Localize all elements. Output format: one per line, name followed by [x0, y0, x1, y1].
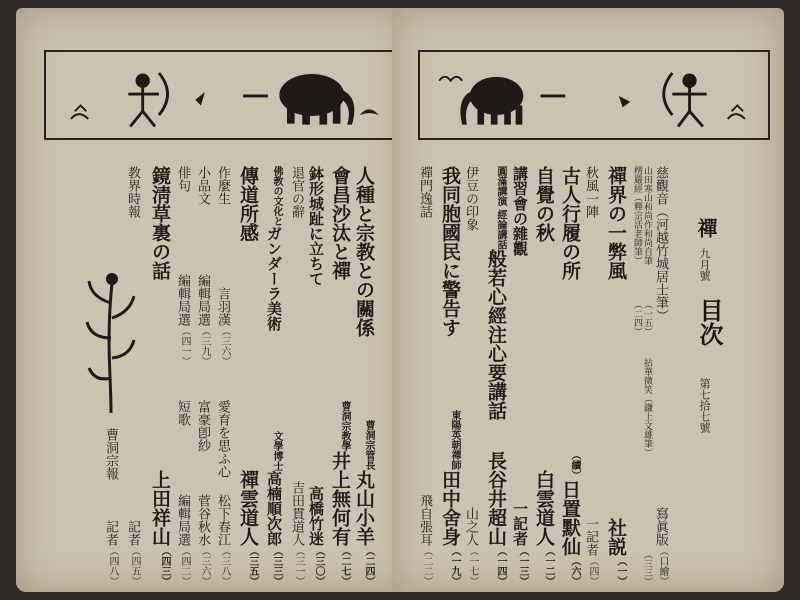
entry-author: 菅谷秋水: [195, 494, 210, 546]
entry-page: （一三）: [517, 546, 528, 586]
entry-author: 飛自張耳: [417, 494, 432, 546]
entry-author: 編輯局選: [195, 274, 210, 326]
entry-author: 一記者: [511, 501, 529, 546]
toc-entry: [126, 166, 139, 586]
elephant-icon: [279, 74, 354, 125]
entry-author: 長谷井超山: [485, 451, 507, 546]
entry-prefix: 圓滿講演 經論講話: [495, 166, 506, 250]
entry-title: 短歌: [175, 400, 190, 426]
entry-title: 富豪卽紗: [195, 400, 210, 452]
entry-title: 曹洞宗報: [103, 428, 118, 480]
entry-title: 教界時報: [125, 166, 140, 218]
entry-page: （一二）: [543, 546, 554, 586]
toc-entry: [464, 166, 477, 586]
entry-title: 伊豆の印象: [463, 166, 478, 231]
entry-page: （二七）: [339, 546, 350, 586]
entry-page: （二四）: [632, 300, 642, 336]
toc-entry: [606, 166, 625, 586]
elephant-icon: [460, 77, 523, 125]
entry-subtitle: 文學博士: [271, 431, 282, 471]
toc-entry: [308, 166, 323, 586]
entry-author: 編輯局選: [175, 274, 190, 326]
entry-page: （三九）: [199, 326, 210, 366]
entry-page: （一五）: [642, 300, 652, 336]
toc-entry: [486, 166, 505, 586]
entry-author: 一記者: [583, 517, 598, 556]
entry-subtitle: 東陽英朝禪師: [449, 410, 460, 470]
entry-page: （四一）: [179, 326, 190, 366]
toc-entry: [330, 166, 349, 586]
entry-prefix: 佛教の文化と: [271, 166, 282, 226]
entry-page: （四）: [587, 556, 598, 586]
archer-icon: [664, 73, 707, 127]
entry-page: （一九）: [449, 546, 460, 586]
entry-title: 般若心經注心要講話: [485, 249, 507, 421]
entry-title: 會昌沙汰と禪: [329, 166, 351, 280]
entry-title: 楞嚴經（釋宗活老師筆）: [632, 166, 642, 265]
entry-page: （二二）: [421, 546, 432, 586]
left-page: [16, 8, 408, 592]
entry-author: 言羽漢: [215, 287, 230, 326]
entry-title: 愛育を思ふ心: [215, 400, 230, 478]
entry-author: 禪雲道人: [237, 470, 259, 546]
illustration-entry: [632, 166, 641, 336]
entry-author: 吉田貫道人: [289, 481, 304, 546]
entry-subtitle: （續）: [569, 450, 580, 480]
toc-entry: [534, 166, 553, 586]
entry-page: （二四）: [363, 546, 374, 586]
toc-entry: [196, 400, 209, 586]
archer-icon: [128, 73, 167, 127]
entry-subtitle: 曹洞宗管長: [363, 420, 374, 470]
entry-title: 鏡淸草裏の話: [149, 166, 171, 280]
bird-icon: [619, 96, 630, 107]
toc-entry: [176, 166, 189, 366]
banner-illustration: [420, 52, 768, 138]
entry-title: 退官の辭: [289, 166, 304, 218]
issue-number: 第七拾七號: [698, 378, 711, 433]
toc-entry: [440, 166, 459, 586]
entry-author: 井上無何有: [329, 451, 351, 546]
bird-icon: [439, 77, 462, 81]
entry-page: （口繪）: [657, 546, 668, 586]
entry-author: 寫眞版: [653, 507, 668, 546]
entry-page: （六）: [569, 556, 580, 586]
entry-title: 我同胞國民に警告す: [439, 166, 461, 337]
toc-entry: [512, 166, 527, 586]
entry-title: 古人行履の所: [559, 166, 581, 280]
entry-page: （三八）: [219, 546, 230, 586]
entry-title: 禪門逸話: [417, 166, 432, 218]
banner-illustration: [46, 52, 398, 138]
toc-entry: [560, 166, 579, 586]
entry-author: 高楠順次郎: [265, 471, 283, 546]
toc-entry: [418, 166, 431, 586]
entry-title: 山田寒山和尚作和尚自筆: [642, 166, 652, 265]
entry-author: 記者: [125, 520, 140, 546]
toc-entry: [354, 166, 373, 586]
entry-author: 高橋竹迷: [307, 486, 325, 546]
entry-title: 俳句: [175, 166, 190, 192]
entry-page: （一四）: [495, 546, 506, 586]
toc-entry: [238, 166, 257, 586]
toc-entry: [104, 428, 117, 586]
entry-author: 松下春江: [215, 494, 230, 546]
entry-page: （三三）: [271, 546, 282, 586]
entry-title: 講習會の雜觀: [511, 166, 529, 256]
entry-title: 鉢形城趾に立ちて: [307, 166, 325, 286]
entry-author: 社説: [605, 518, 627, 556]
entry-author: 編輯局選: [175, 494, 190, 546]
toc-entry: [266, 166, 281, 586]
entry-page: （三五）: [247, 546, 258, 586]
entry-author: 記者: [103, 520, 118, 546]
right-page: [392, 8, 784, 592]
entry-author: 丸山小羊: [353, 470, 375, 546]
toc-entry: [196, 166, 209, 366]
entry-page: （三六）: [219, 326, 230, 366]
bird-icon: [195, 92, 205, 105]
entry-page: （一七）: [467, 546, 478, 586]
entry-title: 傳道所感: [237, 166, 259, 242]
left-banner: [44, 50, 400, 140]
toc-entry: [216, 166, 229, 366]
toc-entry: [150, 166, 169, 586]
entry-title: 慈觀音（河越竹城居士筆）: [653, 166, 668, 322]
toc-entry: [176, 400, 189, 586]
frontispiece-entry: [654, 166, 667, 586]
bird-icon: [360, 109, 379, 115]
entry-author: 日置默仙: [559, 480, 581, 556]
entry-title: 秋風一陣: [583, 166, 598, 218]
entry-author: 白雲道人: [533, 470, 555, 546]
entry-title: ガンダーラ美術: [265, 226, 283, 331]
entry-title: 拈華微笑（鎌上文雄筆）: [642, 358, 652, 457]
toc-entry: [216, 400, 229, 586]
entry-title: 禪界の一弊風: [605, 166, 627, 280]
illustration-entry: [642, 166, 651, 336]
magazine-name: 禪: [694, 218, 718, 238]
entry-page: （三〇）: [313, 546, 324, 586]
toc-entry: [290, 166, 303, 586]
entry-title: 人種と宗教との關係: [353, 166, 375, 337]
entry-page: （三一）: [293, 546, 304, 586]
entry-title: 作麼生: [215, 166, 230, 205]
entry-title: 自覺の秋: [533, 166, 555, 242]
entry-page: （四五）: [129, 546, 140, 586]
illustration-entry: [642, 358, 651, 586]
entry-page: （一）: [615, 556, 626, 586]
entry-page: （三三）: [642, 550, 652, 586]
entry-author: 山之人: [463, 507, 478, 546]
entry-author: 上田祥山: [149, 470, 171, 546]
right-banner: [418, 50, 770, 140]
entry-page: （三六）: [199, 546, 210, 586]
entry-title: 小品文: [195, 166, 210, 205]
toc-entry: [584, 166, 597, 586]
entry-page: （四八）: [107, 546, 118, 586]
bird-icon: [71, 106, 88, 119]
contents-heading: 目次: [695, 298, 724, 346]
issue-month: 九月號: [698, 248, 711, 281]
entry-page: （四三）: [159, 546, 170, 586]
bird-icon: [728, 106, 745, 119]
entry-page: （四二）: [179, 546, 190, 586]
entry-subtitle: 曹洞宗教學: [339, 401, 350, 451]
entry-author: 田中舍身: [439, 470, 461, 546]
